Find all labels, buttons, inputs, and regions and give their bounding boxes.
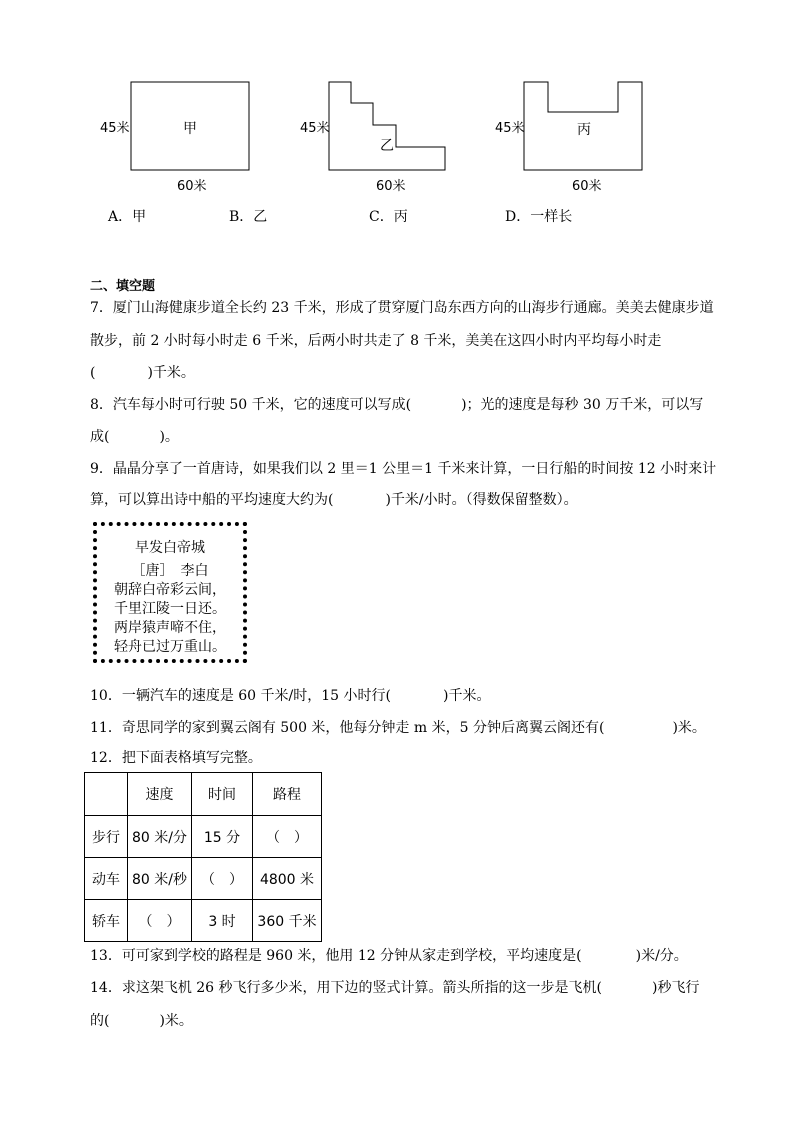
table-cell: 80 米/秒 bbox=[128, 858, 192, 900]
section-title: 二、填空题 bbox=[90, 279, 156, 294]
shape-figures bbox=[0, 0, 794, 200]
poem-box bbox=[93, 522, 247, 663]
option-c[interactable]: C．丙 bbox=[369, 209, 408, 225]
poem-author: ［唐］ 李白 bbox=[131, 563, 209, 579]
option-d[interactable]: D．一样长 bbox=[505, 209, 573, 225]
shape-jia-label: 甲 bbox=[183, 121, 197, 137]
table-answer-cell[interactable]: （ ） bbox=[253, 816, 322, 858]
question-13: 13．可可家到学校的路程是 960 米，他用 12 分钟从家走到学校，平均速度是( )米/分。 bbox=[90, 948, 688, 964]
shape-yi-label: 乙 bbox=[380, 138, 394, 154]
question-14-line-2: 的( )米。 bbox=[90, 1013, 193, 1029]
table-cell: 360 千米 bbox=[253, 900, 322, 942]
shape-bing-width-label: 60米 bbox=[572, 179, 602, 194]
question-8-line-2: 成( )。 bbox=[90, 429, 179, 445]
question-8-line-1: 8．汽车每小时可行驶 50 千米，它的速度可以写成( )；光的速度是每秒 30 万千米，可以写 bbox=[90, 397, 704, 413]
shape-yi-width-label: 60米 bbox=[376, 179, 406, 194]
table-row bbox=[85, 816, 322, 858]
table-cell: 动车 bbox=[85, 858, 128, 900]
question-10: 10．一辆汽车的速度是 60 千米/时，15 小时行( )千米。 bbox=[90, 688, 491, 704]
shape-yi-height-label: 45米 bbox=[300, 121, 330, 136]
shape-jia-width-label: 60米 bbox=[177, 179, 207, 194]
table-cell: 轿车 bbox=[85, 900, 128, 942]
table-answer-cell[interactable]: （ ） bbox=[192, 858, 253, 900]
question-9-line-2: 算，可以算出诗中船的平均速度大约为( )千米/小时。（得数保留整数）。 bbox=[90, 492, 578, 508]
question-14-line-1: 14．求这架飞机 26 秒飞行多少米，用下边的竖式计算。箭头所指的这一步是飞机( )秒飞行 bbox=[90, 980, 700, 996]
table-row bbox=[85, 900, 322, 942]
table-cell: 15 分 bbox=[192, 816, 253, 858]
shape-yi-outline bbox=[329, 82, 445, 170]
table-answer-cell[interactable]: （ ） bbox=[128, 900, 192, 942]
table-cell: 3 时 bbox=[192, 900, 253, 942]
question-11: 11．奇思同学的家到翼云阁有 500 米，他每分钟走 m 米，5 分钟后离翼云阁还有( )米。 bbox=[90, 720, 706, 736]
shape-bing-label: 丙 bbox=[577, 122, 591, 138]
question-12: 12．把下面表格填写完整。 bbox=[90, 750, 262, 766]
table-cell: 80 米/分 bbox=[128, 816, 192, 858]
table-header-cell bbox=[85, 773, 128, 816]
poem-line-3: 两岸猿声啼不住， bbox=[114, 620, 226, 636]
poem-line-4: 轻舟已过万重山。 bbox=[114, 639, 226, 655]
question-7-line-3: ( )千米。 bbox=[90, 365, 195, 381]
poem-title: 早发白帝城 bbox=[135, 540, 205, 556]
option-b[interactable]: B．乙 bbox=[229, 209, 268, 225]
shape-jia-height-label: 45米 bbox=[100, 121, 130, 136]
table-header-cell: 路程 bbox=[253, 773, 322, 816]
table-cell: 4800 米 bbox=[253, 858, 322, 900]
question-7-line-1: 7．厦门山海健康步道全长约 23 千米，形成了贯穿厦门岛东西方向的山海步行通廊。美美去健康步道 bbox=[90, 300, 714, 316]
question-7-line-2: 散步，前 2 小时每小时走 6 千米，后两小时共走了 8 千米，美美在这四小时内平均每小时走 bbox=[90, 333, 662, 349]
speed-table bbox=[84, 772, 322, 942]
table-header-cell: 速度 bbox=[128, 773, 192, 816]
question-9-line-1: 9．晶晶分享了一首唐诗，如果我们以 2 里＝1 公里＝1 千米来计算，一日行船的时间按 12 小时来计 bbox=[90, 461, 717, 477]
poem-line-1: 朝辞白帝彩云间， bbox=[114, 582, 226, 598]
table-header-row bbox=[85, 773, 322, 816]
poem-line-2: 千里江陵一日还。 bbox=[114, 601, 226, 617]
shape-bing-height-label: 45米 bbox=[495, 121, 525, 136]
option-a[interactable]: A．甲 bbox=[108, 209, 147, 225]
table-row bbox=[85, 858, 322, 900]
table-cell: 步行 bbox=[85, 816, 128, 858]
table-header-cell: 时间 bbox=[192, 773, 253, 816]
